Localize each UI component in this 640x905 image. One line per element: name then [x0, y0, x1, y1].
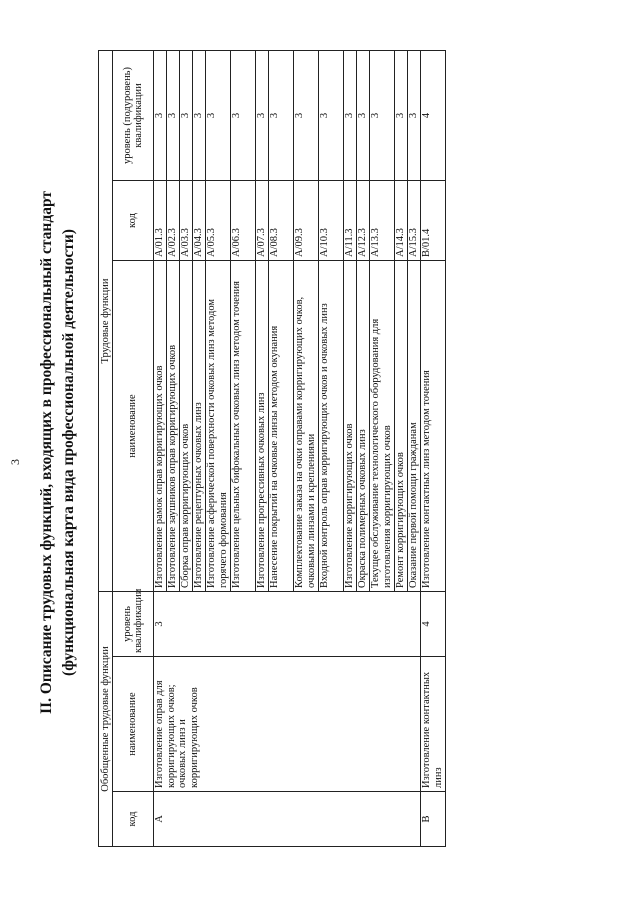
function-name: Окраска полимерных очковых линз — [357, 261, 370, 592]
function-level: 3 — [154, 50, 167, 180]
header-name: наименование — [113, 657, 154, 792]
group-code: B — [421, 792, 446, 847]
page-number: 3 — [8, 459, 22, 465]
header-function-level: уровень (подуровень) квалификации — [113, 50, 154, 180]
table-row — [154, 50, 167, 846]
function-name: Сборка оправ корригирующих очков — [180, 261, 193, 592]
function-code: A/05.3 — [206, 181, 231, 261]
function-code: A/12.3 — [357, 181, 370, 261]
function-name: Входной контроль оправ корригирующих очков и очковых линз — [319, 261, 344, 592]
function-code: A/09.3 — [294, 181, 319, 261]
header-level: уровень квалификации — [113, 592, 154, 657]
function-level: 3 — [370, 50, 395, 180]
header-code: код — [113, 792, 154, 847]
function-level: 3 — [231, 50, 256, 180]
function-level: 3 — [193, 50, 206, 180]
function-code: A/03.3 — [180, 181, 193, 261]
function-code: A/10.3 — [319, 181, 344, 261]
function-name: Изготовление рамок оправ корригирующих очков — [154, 261, 167, 592]
function-code: A/02.3 — [167, 181, 180, 261]
group-level: 3 — [154, 592, 421, 657]
table-row — [421, 50, 446, 846]
function-name: Изготовление цельных бифокальных очковых линз методом точения — [231, 261, 256, 592]
function-level: 3 — [294, 50, 319, 180]
group-name: Изготовление контактных линз — [421, 657, 446, 792]
function-level: 4 — [421, 50, 446, 180]
function-code: A/07.3 — [256, 181, 269, 261]
function-level: 3 — [256, 50, 269, 180]
function-code: A/06.3 — [231, 181, 256, 261]
function-level: 3 — [344, 50, 357, 180]
header-labor-functions: Трудовые функции — [99, 50, 113, 591]
function-name: Изготовление асферической поверхности очковых линз методом горячего формования — [206, 261, 231, 592]
functional-map-table — [98, 50, 446, 847]
function-name: Нанесение покрытий на очковые линзы методом окунания — [269, 261, 294, 592]
function-level: 3 — [180, 50, 193, 180]
header-function-code: код — [113, 181, 154, 261]
function-name: Изготовление контактных линз методом точения — [421, 261, 446, 592]
function-level: 3 — [408, 50, 421, 180]
function-level: 3 — [206, 50, 231, 180]
function-level: 3 — [357, 50, 370, 180]
function-name: Текущее обслуживание технологического оборудования для изготовления корригирующих очков — [370, 261, 395, 592]
function-level: 3 — [269, 50, 294, 180]
function-code: B/01.4 — [421, 181, 446, 261]
section-title: II. Описание трудовых функций, входящих в профессиональный стандарт — [38, 191, 55, 714]
function-level: 3 — [395, 50, 408, 180]
function-code: A/14.3 — [395, 181, 408, 261]
function-name: Изготовление заушников оправ корригирующих очков — [167, 261, 180, 592]
function-name: Изготовление рецептурных очковых линз — [193, 261, 206, 592]
function-code: A/01.3 — [154, 181, 167, 261]
function-name: Ремонт корригирующих очков — [395, 261, 408, 592]
function-code: A/15.3 — [408, 181, 421, 261]
group-name: Изготовление оправ для корригирующих очков; очковых линз и корригирующих очков — [154, 657, 421, 792]
function-name: Комплектование заказа на очки оправами корригирующих очков, очковыми линзами и креплениями — [294, 261, 319, 592]
group-level: 4 — [421, 592, 446, 657]
function-name: Изготовление прогрессивных очковых линз — [256, 261, 269, 592]
header-function-name: наименование — [113, 261, 154, 592]
function-code: A/11.3 — [344, 181, 357, 261]
function-code: A/08.3 — [269, 181, 294, 261]
function-name: Оказание первой помощи гражданам — [408, 261, 421, 592]
function-level: 3 — [167, 50, 180, 180]
header-generalized-functions: Обобщенные трудовые функции — [99, 592, 113, 847]
function-code: A/04.3 — [193, 181, 206, 261]
function-level: 3 — [319, 50, 344, 180]
section-subtitle: (функциональная карта вида профессиональной деятельности) — [60, 229, 77, 676]
group-code: A — [154, 792, 421, 847]
function-code: A/13.3 — [370, 181, 395, 261]
function-name: Изготовление корригирующих очков — [344, 261, 357, 592]
